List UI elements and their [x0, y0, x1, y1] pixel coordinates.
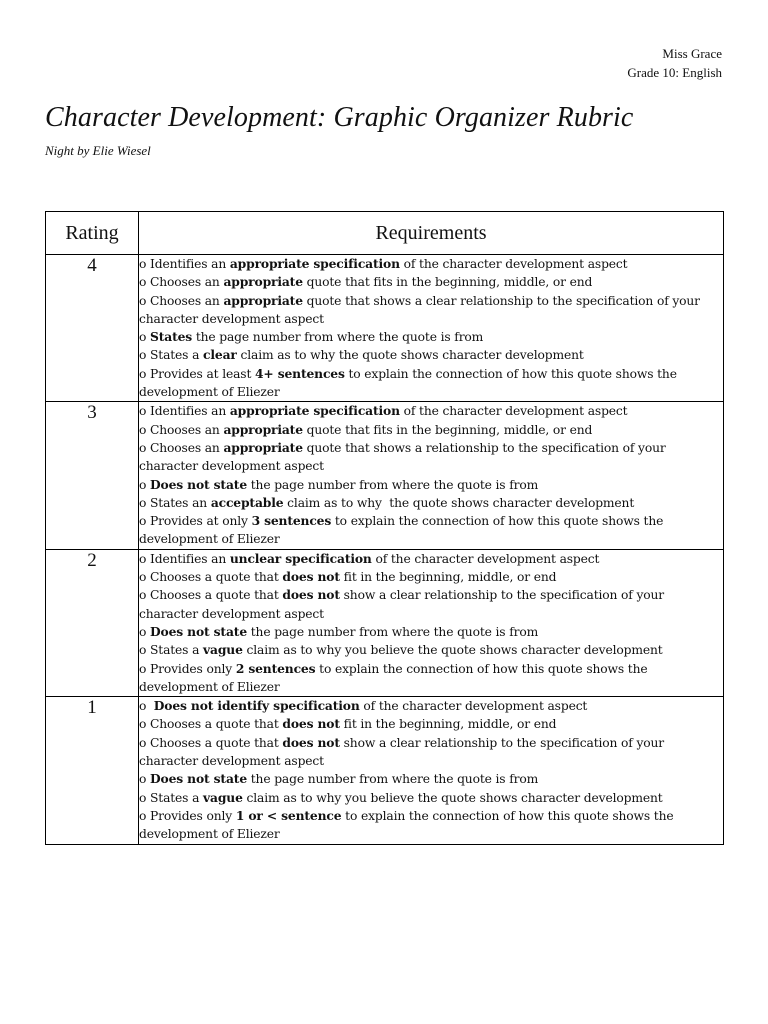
- requirement-text: claim as to why the quote shows character development: [283, 495, 635, 510]
- requirement-emphasis: does not: [282, 569, 340, 585]
- requirement-text: o: [139, 699, 154, 714]
- rubric-table: [45, 211, 724, 845]
- rating-value: 1: [46, 697, 139, 844]
- requirement-emphasis: 3 sentences: [251, 513, 332, 529]
- requirement-text: o States a: [139, 790, 204, 805]
- requirement-text: of the character development aspect: [399, 404, 628, 419]
- course-name: Grade 10: English: [627, 65, 722, 80]
- requirement-item: [139, 770, 723, 788]
- requirement-text: o Chooses a quote that: [139, 570, 283, 585]
- requirement-text: the page number from where the quote is from: [247, 624, 539, 639]
- requirement-item: [139, 697, 723, 715]
- requirement-emphasis: appropriate: [223, 421, 303, 437]
- requirement-text: o Identifies an: [139, 257, 230, 271]
- rating-value: 2: [46, 549, 139, 696]
- requirement-item: [139, 660, 723, 697]
- requirement-text: o: [139, 624, 151, 639]
- requirement-emphasis: States: [150, 329, 193, 345]
- requirement-item: [139, 439, 723, 476]
- requirement-text: o States an: [139, 495, 211, 510]
- requirement-text: to explain the connection of how this quote shows the development of Eliezer: [139, 661, 652, 694]
- requirement-text: o Chooses an: [139, 293, 224, 308]
- requirement-text: of the character development aspect: [399, 257, 628, 271]
- requirement-text: claim as to why you believe the quote shows character development: [242, 643, 663, 658]
- requirement-item: [139, 550, 723, 568]
- requirement-item: [139, 476, 723, 494]
- page-title: Character Development: Graphic Organizer Rubric: [45, 102, 634, 133]
- requirement-text: the page number from where the quote is from: [247, 477, 539, 492]
- requirements-cell: [139, 697, 724, 844]
- requirement-emphasis: appropriate: [223, 292, 303, 308]
- requirement-item: [139, 807, 723, 844]
- requirement-text: o States a: [139, 348, 204, 363]
- requirement-item: [139, 494, 723, 512]
- requirement-text: o Provides only: [139, 808, 236, 823]
- requirement-item: [139, 292, 723, 329]
- requirement-text: quote that shows a clear relationship to the specification of your character development aspect: [139, 293, 704, 326]
- rubric-row-rating-1: [46, 697, 724, 844]
- requirement-item: [139, 255, 723, 273]
- requirement-emphasis: unclear specification: [229, 550, 372, 566]
- requirement-emphasis: does not: [282, 716, 340, 732]
- requirement-text: show a clear relationship to the specification of your character development aspect: [139, 735, 668, 769]
- requirement-item: [139, 365, 723, 402]
- requirement-text: o Chooses a quote that: [139, 717, 283, 732]
- requirement-text: o Chooses a quote that: [139, 588, 283, 603]
- requirement-emphasis: clear: [203, 347, 237, 363]
- document-header: [627, 44, 722, 82]
- requirement-emphasis: does not: [282, 587, 340, 603]
- requirement-item: [139, 328, 723, 346]
- requirement-text: o Chooses a quote that: [139, 735, 283, 750]
- requirements-cell: [139, 255, 724, 402]
- page-subtitle: Night by Elie Wiesel: [45, 143, 151, 158]
- requirement-text: fit in the beginning, middle, or end: [339, 717, 557, 732]
- requirement-text: the page number from where the quote is from: [192, 330, 484, 345]
- requirement-text: show a clear relationship to the specification of your character development aspect: [139, 588, 668, 621]
- rubric-row-rating-2: [46, 549, 724, 696]
- requirement-text: to explain the connection of how this quote shows the development of Eliezer: [139, 366, 681, 400]
- rubric-header-row: [46, 212, 724, 255]
- requirement-item: [139, 623, 723, 641]
- rating-value: 3: [46, 402, 139, 549]
- requirement-emphasis: acceptable: [210, 494, 284, 510]
- requirement-text: quote that fits in the beginning, middle, or end: [302, 275, 593, 290]
- requirement-emphasis: does not: [282, 734, 340, 750]
- requirement-item: [139, 402, 723, 420]
- requirement-text: of the character development aspect: [359, 699, 588, 714]
- requirement-item: [139, 512, 723, 549]
- requirement-emphasis: Does not identify specification: [153, 698, 360, 714]
- requirement-emphasis: Does not state: [150, 771, 247, 787]
- requirement-text: to explain the connection of how this quote shows the development of Eliezer: [139, 514, 667, 547]
- requirement-text: o: [139, 477, 151, 492]
- requirement-text: o: [139, 772, 151, 787]
- requirement-text: to explain the connection of how this quote shows the development of Eliezer: [139, 808, 678, 842]
- requirement-emphasis: vague: [203, 789, 243, 805]
- requirement-emphasis: appropriate specification: [229, 403, 400, 419]
- requirement-text: of the character development aspect: [371, 551, 600, 566]
- requirement-emphasis: 2 sentences: [235, 660, 316, 676]
- teacher-name: Miss Grace: [662, 46, 722, 61]
- requirement-text: o States a: [139, 643, 204, 658]
- requirement-item: [139, 568, 723, 586]
- requirement-item: [139, 789, 723, 807]
- requirement-emphasis: appropriate: [223, 274, 303, 290]
- requirement-text: o Provides only: [139, 661, 236, 676]
- requirement-text: o Provides at least: [139, 366, 256, 381]
- requirement-emphasis: Does not state: [150, 476, 247, 492]
- requirement-text: quote that fits in the beginning, middle, or end: [302, 422, 593, 437]
- requirement-text: o Chooses an: [139, 440, 224, 455]
- requirements-cell: [139, 402, 724, 549]
- requirement-text: claim as to why you believe the quote shows character development: [242, 790, 663, 805]
- rubric-row-rating-4: [46, 255, 724, 402]
- requirement-text: the page number from where the quote is from: [247, 772, 539, 787]
- requirement-item: [139, 734, 723, 771]
- requirement-emphasis: 1 or < sentence: [235, 807, 342, 823]
- requirement-emphasis: 4+ sentences: [255, 365, 345, 381]
- requirements-cell: [139, 549, 724, 696]
- requirement-text: claim as to why the quote shows character development: [236, 348, 584, 363]
- requirement-emphasis: vague: [203, 642, 243, 658]
- requirement-item: [139, 715, 723, 733]
- requirement-text: quote that shows a relationship to the specification of your character development aspect: [139, 440, 670, 474]
- rating-value: 4: [46, 255, 139, 402]
- requirement-text: fit in the beginning, middle, or end: [339, 570, 557, 585]
- requirement-text: o Identifies an: [139, 551, 230, 566]
- rubric-row-rating-3: [46, 402, 724, 549]
- requirement-emphasis: appropriate specification: [229, 256, 400, 271]
- requirements-column-header: Requirements: [139, 212, 724, 255]
- requirement-text: o: [139, 330, 151, 345]
- requirement-text: o Chooses an: [139, 275, 224, 290]
- requirement-item: [139, 641, 723, 659]
- requirement-text: o Chooses an: [139, 422, 224, 437]
- rating-column-header: Rating: [46, 212, 139, 255]
- requirement-item: [139, 346, 723, 364]
- requirement-emphasis: appropriate: [223, 439, 303, 455]
- requirement-text: o Provides at only: [139, 514, 252, 529]
- requirement-item: [139, 586, 723, 623]
- rubric-body: [46, 255, 724, 845]
- requirement-text: o Identifies an: [139, 404, 230, 419]
- requirement-item: [139, 421, 723, 439]
- requirement-item: [139, 273, 723, 291]
- requirement-emphasis: Does not state: [150, 623, 247, 639]
